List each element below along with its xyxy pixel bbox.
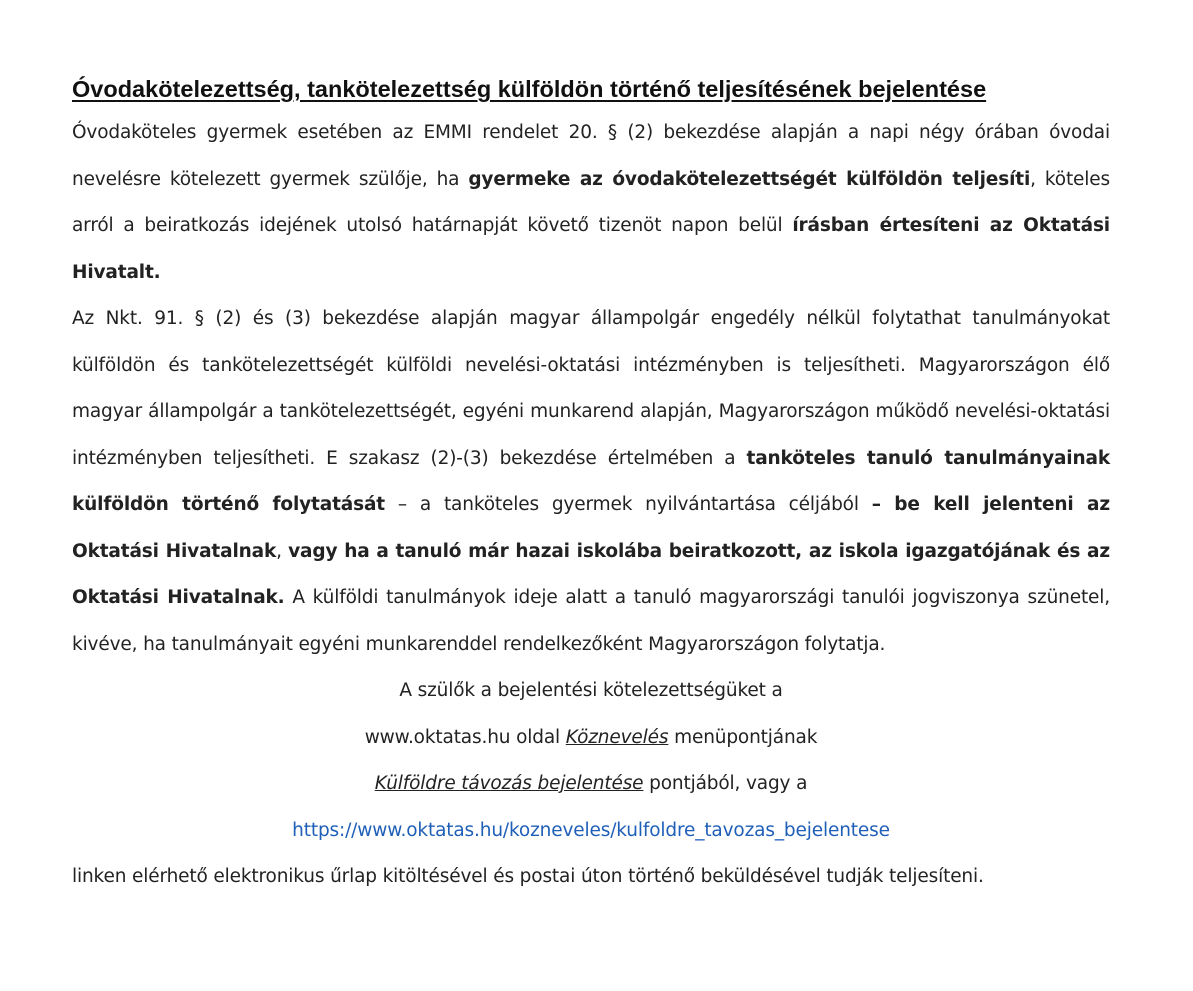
oktatas-link[interactable]: https://www.oktatas.hu/kozneveles/kulfoldre_tavozas_bejelentese: [292, 819, 890, 841]
document-page: [72, 72, 1110, 901]
p1-text-1: Óvodaköteles gyermek esetében az EMMI rendelet 20. § (2) bekezdése alapján a napi négy órában óvodai nevelésre kötelezett gyermek szülője, ha: [72, 122, 1110, 190]
p1-text-2: , köteles arról a beiratkozás idejének utolsó határnapját követő tizenöt napon belül: [72, 168, 1110, 236]
instruction-line-2-pre: www.oktatas.hu oldal: [364, 726, 566, 748]
instruction-line-2-post: menüpontjának: [668, 726, 818, 748]
instruction-line-3-post: pontjából, vagy a: [643, 773, 808, 794]
school-paragraph: [72, 296, 1110, 668]
instructions-block: [72, 668, 1110, 854]
closing-line: linken elérhető elektronikus űrlap kitöltésével és postai úton történő beküldésével tudják teljesíteni.: [72, 866, 984, 887]
p2-text-4: A külföldi tanulmányok ideje alatt a tanuló magyarországi tanulói jogviszonya szünetel, kivéve, ha tanulmányait egyéni munkarenddel rendelkezőként Magyarországon folytatja.: [72, 587, 1111, 655]
p1-bold-2: írásban értesíteni az Oktatási Hivatalt.: [72, 215, 1110, 283]
p2-bold-3: vagy ha a tanuló már hazai iskolába beiratkozott, az iskola igazgatójának és az Oktatási Hivatalnak.: [72, 540, 1111, 608]
kindergarten-paragraph: [72, 110, 1110, 296]
p2-text-1: Az Nkt. 91. § (2) és (3) bekezdése alapján magyar állampolgár engedély nélkül folytathat tanulmányokat külföldön és tankötelezettségét külföldi nevelési-oktatási intézményben is teljesítheti. Magyarországon élő magyar állampolgár a tankötelezettségét, egyéni munkarend alapján, Magyarországon működő nevelési-oktatási intézményben teljesítheti. E szakasz (2)-(3) bekezdése értelmében a: [72, 308, 1110, 469]
instruction-line-1: A szülők a bejelentési kötelezettségüket a: [399, 680, 783, 701]
kulfoldre-tavozas-ref: Külföldre távozás bejelentése: [374, 773, 644, 794]
instruction-line-4: [72, 808, 1110, 855]
instruction-line-3: [72, 761, 1110, 808]
p1-bold-1: gyermeke az óvodakötelezettségét külföldön teljesíti: [468, 168, 1031, 190]
p2-text-3: ,: [276, 540, 289, 562]
p2-text-2: – a tanköteles gyermek nyilvántartása céljából: [385, 494, 872, 515]
p2-bold-2: – be kell jelenteni az Oktatási Hivatalnak: [72, 494, 1111, 562]
kozneveles-menu-ref: Köznevelés: [565, 726, 669, 748]
instruction-line-2: [72, 715, 1110, 762]
p2-bold-1: tanköteles tanuló tanulmányainak külföldön történő folytatását: [72, 447, 1111, 515]
document-title: Óvodakötelezettség, tankötelezettség külföldön történő teljesítésének bejelentése: [72, 76, 987, 102]
